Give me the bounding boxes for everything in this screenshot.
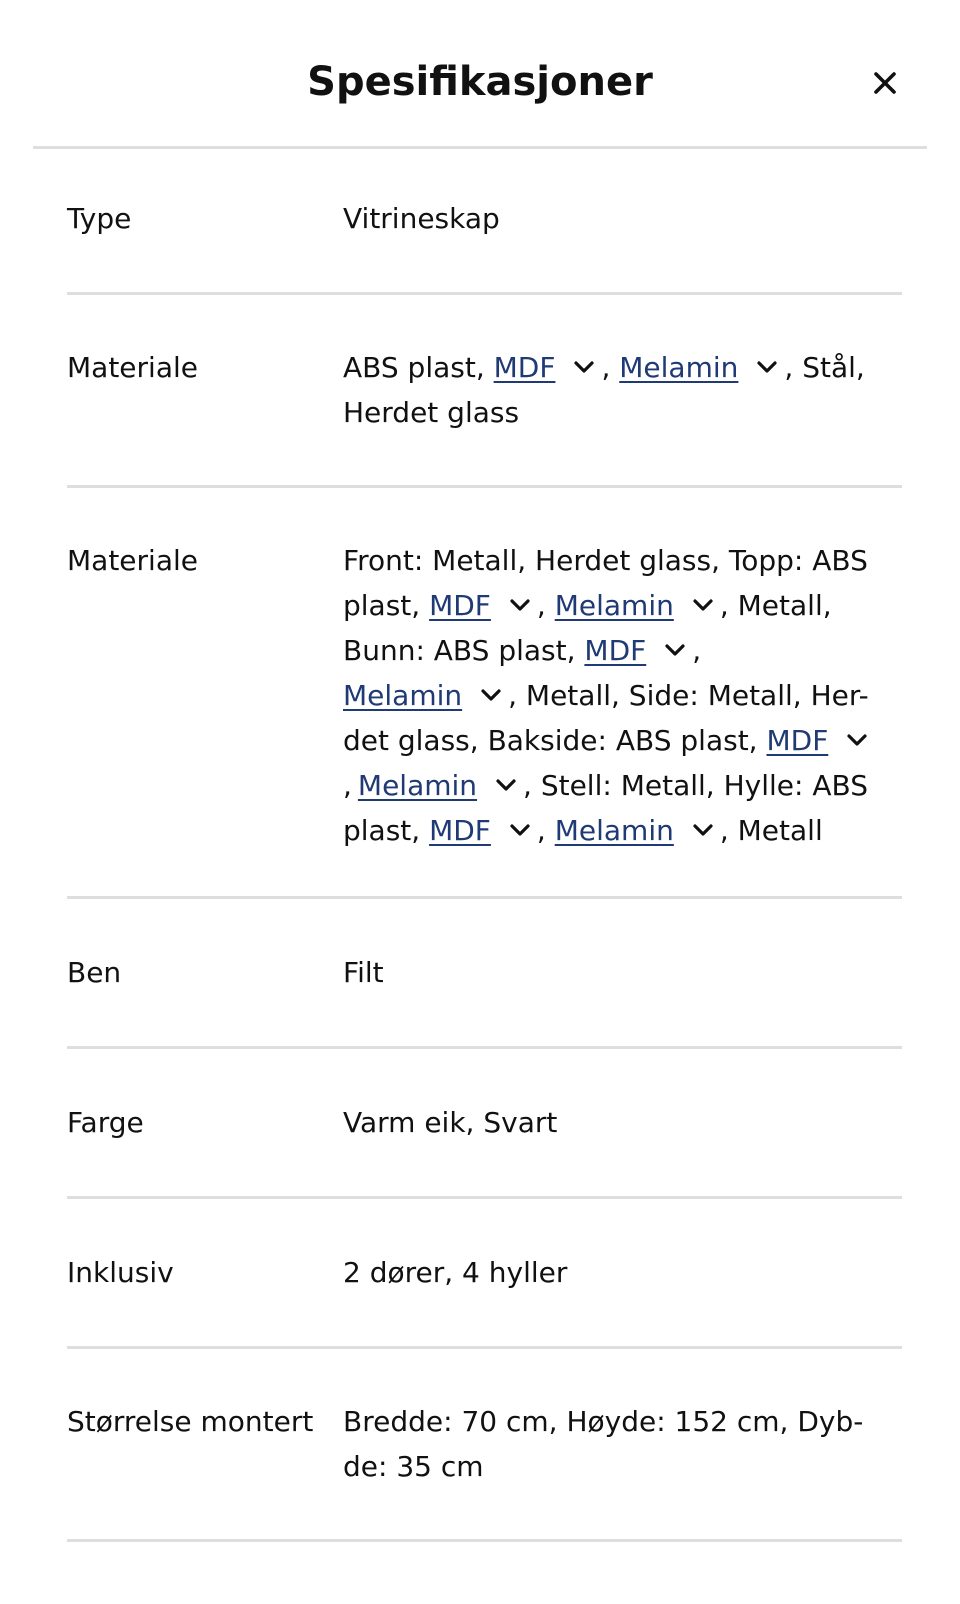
chevron-down-icon[interactable] bbox=[660, 641, 690, 661]
row-divider bbox=[67, 1346, 902, 1349]
chevron-down-icon[interactable] bbox=[491, 776, 521, 796]
melamin-link[interactable]: Melamin bbox=[619, 351, 739, 384]
value-text: , Metall bbox=[719, 814, 823, 847]
value-text: de: 35 cm bbox=[343, 1450, 484, 1483]
spec-label: Type bbox=[67, 202, 132, 235]
chevron-down-icon[interactable] bbox=[505, 821, 535, 841]
value-text: , bbox=[692, 634, 702, 667]
value-text: ABS plast, bbox=[343, 351, 494, 384]
value-text: , Stell: Metall, Hylle: ABS bbox=[523, 769, 868, 802]
spec-value: Varm eik, Svart bbox=[343, 1106, 558, 1139]
value-text: Bunn: ABS plast, bbox=[343, 634, 585, 667]
spec-value bbox=[343, 538, 903, 853]
chevron-down-icon[interactable] bbox=[752, 358, 782, 378]
value-text: plast, bbox=[343, 814, 430, 847]
spec-value bbox=[343, 345, 903, 435]
melamin-link[interactable]: Melamin bbox=[554, 814, 674, 847]
spec-label: Inklusiv bbox=[67, 1256, 174, 1289]
melamin-link[interactable]: Melamin bbox=[343, 679, 463, 712]
mdf-link[interactable]: MDF bbox=[584, 634, 647, 667]
spec-value: 2 dører, 4 hyller bbox=[343, 1256, 568, 1289]
melamin-link[interactable]: Melamin bbox=[554, 589, 674, 622]
mdf-link[interactable]: MDF bbox=[493, 351, 556, 384]
value-text: , Stål, bbox=[784, 351, 865, 384]
spec-label: Materiale bbox=[67, 544, 198, 577]
value-text: plast, bbox=[343, 589, 430, 622]
mdf-link[interactable]: MDF bbox=[429, 589, 491, 622]
value-text: , bbox=[601, 351, 620, 384]
chevron-down-icon[interactable] bbox=[569, 358, 599, 378]
value-text: , Metall, bbox=[719, 589, 832, 622]
row-divider bbox=[67, 1539, 902, 1542]
row-divider bbox=[67, 1196, 902, 1199]
value-text: , Metall, Side: Metall, Her- bbox=[508, 679, 869, 712]
dialog-title: Spesifikasjoner bbox=[307, 59, 653, 105]
value-text: Herdet glass bbox=[343, 396, 520, 429]
row-divider bbox=[67, 485, 902, 488]
row-divider bbox=[67, 896, 902, 899]
spec-value bbox=[343, 1399, 903, 1489]
spec-label: Størrelse montert bbox=[67, 1405, 314, 1438]
spec-value: Vitrineskap bbox=[343, 202, 500, 235]
chevron-down-icon[interactable] bbox=[688, 596, 718, 616]
spec-label: Materiale bbox=[67, 351, 198, 384]
value-text: Bredde: 70 cm, Høyde: 152 cm, Dyb- bbox=[343, 1405, 864, 1438]
chevron-down-icon[interactable] bbox=[505, 596, 535, 616]
chevron-down-icon[interactable] bbox=[476, 686, 506, 706]
row-divider bbox=[67, 1046, 902, 1049]
mdf-link[interactable]: MDF bbox=[429, 814, 491, 847]
spec-value: Filt bbox=[343, 956, 384, 989]
value-text: , bbox=[343, 769, 352, 802]
value-text: Front: Metall, Herdet glass, Topp: ABS bbox=[343, 544, 868, 577]
value-text: , bbox=[536, 814, 555, 847]
spec-label: Farge bbox=[67, 1106, 144, 1139]
spec-label: Ben bbox=[67, 956, 122, 989]
mdf-link[interactable]: MDF bbox=[766, 724, 829, 757]
value-text: det glass, Bakside: ABS plast, bbox=[343, 724, 767, 757]
value-text: , bbox=[536, 589, 555, 622]
chevron-down-icon[interactable] bbox=[688, 821, 718, 841]
row-divider bbox=[67, 292, 902, 295]
melamin-link[interactable]: Melamin bbox=[357, 769, 478, 802]
chevron-down-icon[interactable] bbox=[842, 731, 872, 751]
